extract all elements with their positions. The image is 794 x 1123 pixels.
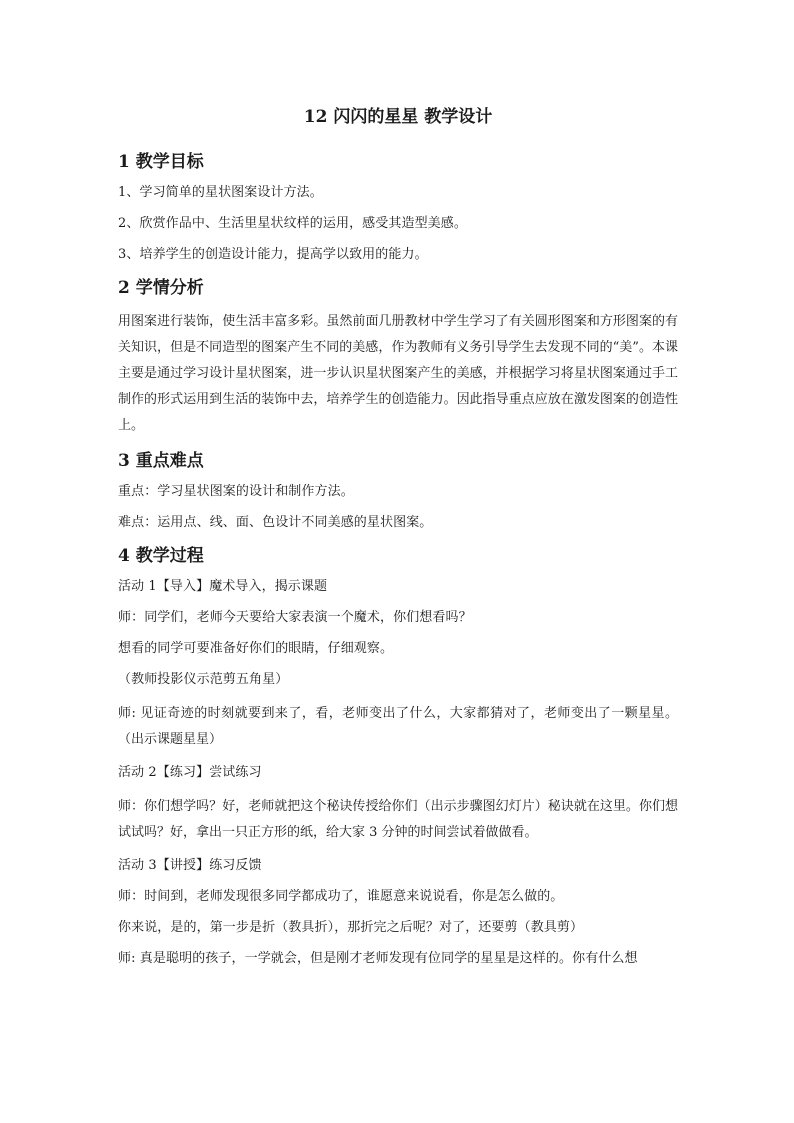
- difficulty-line: 难点：运用点、线、面、色设计不同美感的星状图案。: [118, 515, 433, 530]
- process-line: 想看的同学可要准备好你们的眼睛，仔细观察。: [118, 641, 394, 656]
- section-heading-analysis: 2 学情分析: [118, 278, 204, 298]
- process-line: 你来说，是的，第一步是折（教具折），那折完之后呢？对了，还要剪（教具剪）: [118, 920, 584, 935]
- section-heading-key-points: 3 重点难点: [118, 451, 204, 471]
- document-title: 12 闪闪的星星 教学设计: [303, 107, 493, 127]
- section-heading-process: 4 教学过程: [118, 546, 204, 566]
- process-line: 师：时间到，老师发现很多同学都成功了，谁愿意来说说看，你是怎么做的。: [118, 889, 564, 904]
- objective-line: 1、学习简单的星状图案设计方法。: [118, 185, 323, 200]
- process-paragraph: 师: 见证奇迹的时刻就要到来了，看，老师变出了什么，大家都猜对了，老师变出了一颗星星。（出示课题星星）: [118, 706, 678, 747]
- activity-heading: 活动 3【讲授】练习反馈: [118, 858, 262, 873]
- process-line: 师: 真是聪明的孩子，一学就会，但是刚才老师发现有位同学的星星是这样的。你有什么想: [118, 951, 638, 966]
- objective-line: 2、欣赏作品中、生活里星状纹样的运用，感受其造型美感。: [118, 216, 467, 231]
- key-point-line: 重点：学习星状图案的设计和制作方法。: [118, 484, 354, 499]
- process-line: （教师投影仪示范剪五角星）: [118, 672, 289, 687]
- activity-heading: 活动 2【练习】尝试练习: [118, 765, 262, 780]
- document-page: [118, 104, 678, 980]
- process-line: 师：同学们，老师今天要给大家表演一个魔术，你们想看吗？: [118, 610, 472, 625]
- objective-line: 3、培养学生的创造设计能力，提高学以致用的能力。: [118, 247, 428, 262]
- section-heading-objectives: 1 教学目标: [118, 152, 204, 172]
- activity-heading: 活动 1【导入】魔术导入，揭示课题: [118, 579, 328, 594]
- analysis-paragraph: 用图案进行装饰，使生活丰富多彩。虽然前面几册教材中学生学习了有关圆形图案和方形图案的有关知识，但是不同造型的图案产生不同的美感，作为教师有义务引导学生去发现不同的“美”。本课主要是通过学习设计星状图案，进一步认识星状图案产生的美感，并根据学习将星状图案通过手工制作的形式运用到生活的装饰中去，培养学生的创造能力。因此指导重点应放在激发图案的创造性上。: [118, 314, 678, 433]
- process-paragraph: 师：你们想学吗？好，老师就把这个秘诀传授给你们（出示步骤图幻灯片）秘诀就在这里。你们想试试吗？好，拿出一只正方形的纸，给大家 3 分钟的时间尝试着做做看。: [118, 799, 678, 840]
